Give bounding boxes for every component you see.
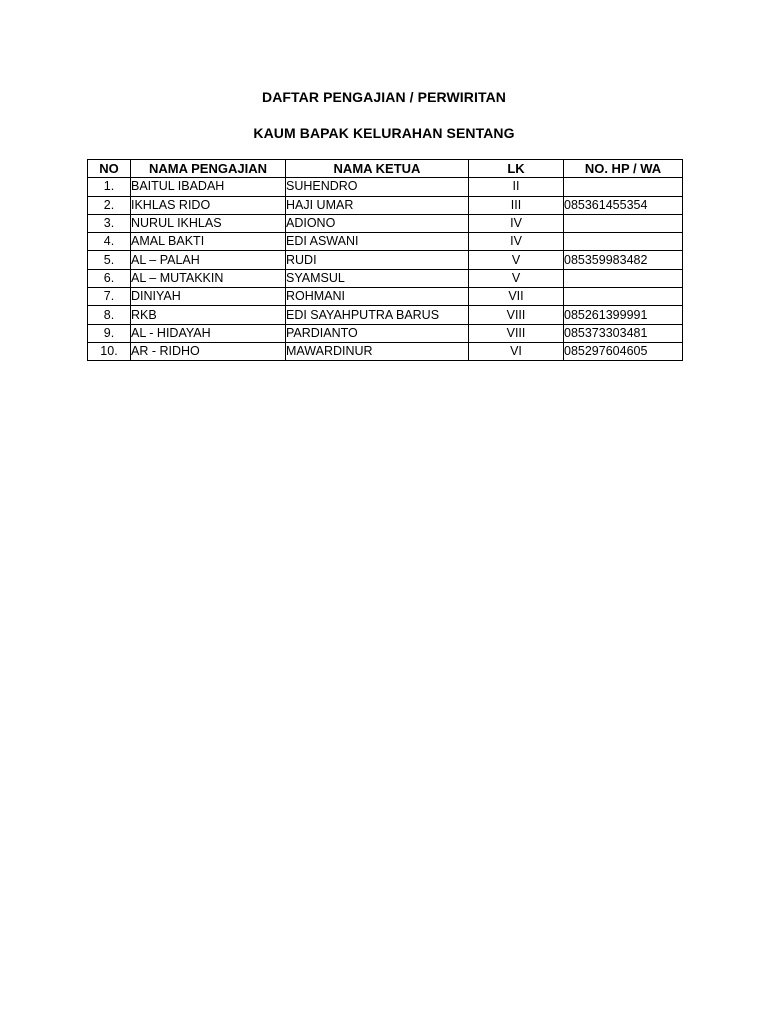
- cell-nama-ketua: HAJI UMAR: [286, 196, 469, 214]
- cell-nama-ketua: MAWARDINUR: [286, 342, 469, 360]
- cell-no-hp: 085373303481: [564, 324, 683, 342]
- table-row: [88, 178, 683, 196]
- cell-no-hp: 085297604605: [564, 342, 683, 360]
- cell-lk: V: [469, 251, 564, 269]
- header-no: NO: [88, 160, 131, 178]
- cell-nama-pengajian: AR - RIDHO: [131, 342, 286, 360]
- table-row: [88, 196, 683, 214]
- table-row: [88, 269, 683, 287]
- cell-no-hp: [564, 214, 683, 232]
- cell-lk: II: [469, 178, 564, 196]
- cell-nama-ketua: ROHMANI: [286, 288, 469, 306]
- table-row: [88, 324, 683, 342]
- cell-no: 9.: [88, 324, 131, 342]
- table-header-row: [88, 160, 683, 178]
- cell-nama-pengajian: AMAL BAKTI: [131, 233, 286, 251]
- cell-nama-ketua: ADIONO: [286, 214, 469, 232]
- cell-no: 1.: [88, 178, 131, 196]
- cell-no: 3.: [88, 214, 131, 232]
- cell-no: 2.: [88, 196, 131, 214]
- cell-lk: III: [469, 196, 564, 214]
- table-row: [88, 251, 683, 269]
- cell-no-hp: 085261399991: [564, 306, 683, 324]
- cell-lk: VI: [469, 342, 564, 360]
- cell-nama-pengajian: IKHLAS RIDO: [131, 196, 286, 214]
- cell-no-hp: [564, 288, 683, 306]
- table-row: [88, 214, 683, 232]
- cell-no-hp: 085359983482: [564, 251, 683, 269]
- cell-lk: IV: [469, 233, 564, 251]
- table-row: [88, 288, 683, 306]
- cell-nama-ketua: EDI SAYAHPUTRA BARUS: [286, 306, 469, 324]
- cell-no: 8.: [88, 306, 131, 324]
- cell-nama-ketua: PARDIANTO: [286, 324, 469, 342]
- cell-nama-pengajian: RKB: [131, 306, 286, 324]
- header-nama-ketua: NAMA KETUA: [286, 160, 469, 178]
- cell-nama-ketua: SYAMSUL: [286, 269, 469, 287]
- cell-no-hp: 085361455354: [564, 196, 683, 214]
- table-row: [88, 342, 683, 360]
- header-lk: LK: [469, 160, 564, 178]
- document-subtitle: KAUM BAPAK KELURAHAN SENTANG: [253, 125, 515, 141]
- table-row: [88, 306, 683, 324]
- cell-lk: VII: [469, 288, 564, 306]
- cell-lk: VIII: [469, 324, 564, 342]
- document-title: DAFTAR PENGAJIAN / PERWIRITAN: [261, 89, 507, 105]
- cell-lk: V: [469, 269, 564, 287]
- header-nama-pengajian: NAMA PENGAJIAN: [131, 160, 286, 178]
- header-no-hp: NO. HP / WA: [564, 160, 683, 178]
- cell-no-hp: [564, 233, 683, 251]
- cell-no: 7.: [88, 288, 131, 306]
- cell-no: 10.: [88, 342, 131, 360]
- cell-nama-pengajian: NURUL IKHLAS: [131, 214, 286, 232]
- cell-nama-ketua: EDI ASWANI: [286, 233, 469, 251]
- cell-nama-pengajian: DINIYAH: [131, 288, 286, 306]
- cell-no-hp: [564, 178, 683, 196]
- cell-no: 5.: [88, 251, 131, 269]
- cell-nama-ketua: RUDI: [286, 251, 469, 269]
- cell-lk: IV: [469, 214, 564, 232]
- table-row: [88, 233, 683, 251]
- cell-nama-pengajian: AL – PALAH: [131, 251, 286, 269]
- cell-nama-ketua: SUHENDRO: [286, 178, 469, 196]
- cell-nama-pengajian: BAITUL IBADAH: [131, 178, 286, 196]
- cell-no: 6.: [88, 269, 131, 287]
- cell-no-hp: [564, 269, 683, 287]
- pengajian-table: [87, 159, 683, 361]
- cell-no: 4.: [88, 233, 131, 251]
- cell-lk: VIII: [469, 306, 564, 324]
- cell-nama-pengajian: AL – MUTAKKIN: [131, 269, 286, 287]
- cell-nama-pengajian: AL - HIDAYAH: [131, 324, 286, 342]
